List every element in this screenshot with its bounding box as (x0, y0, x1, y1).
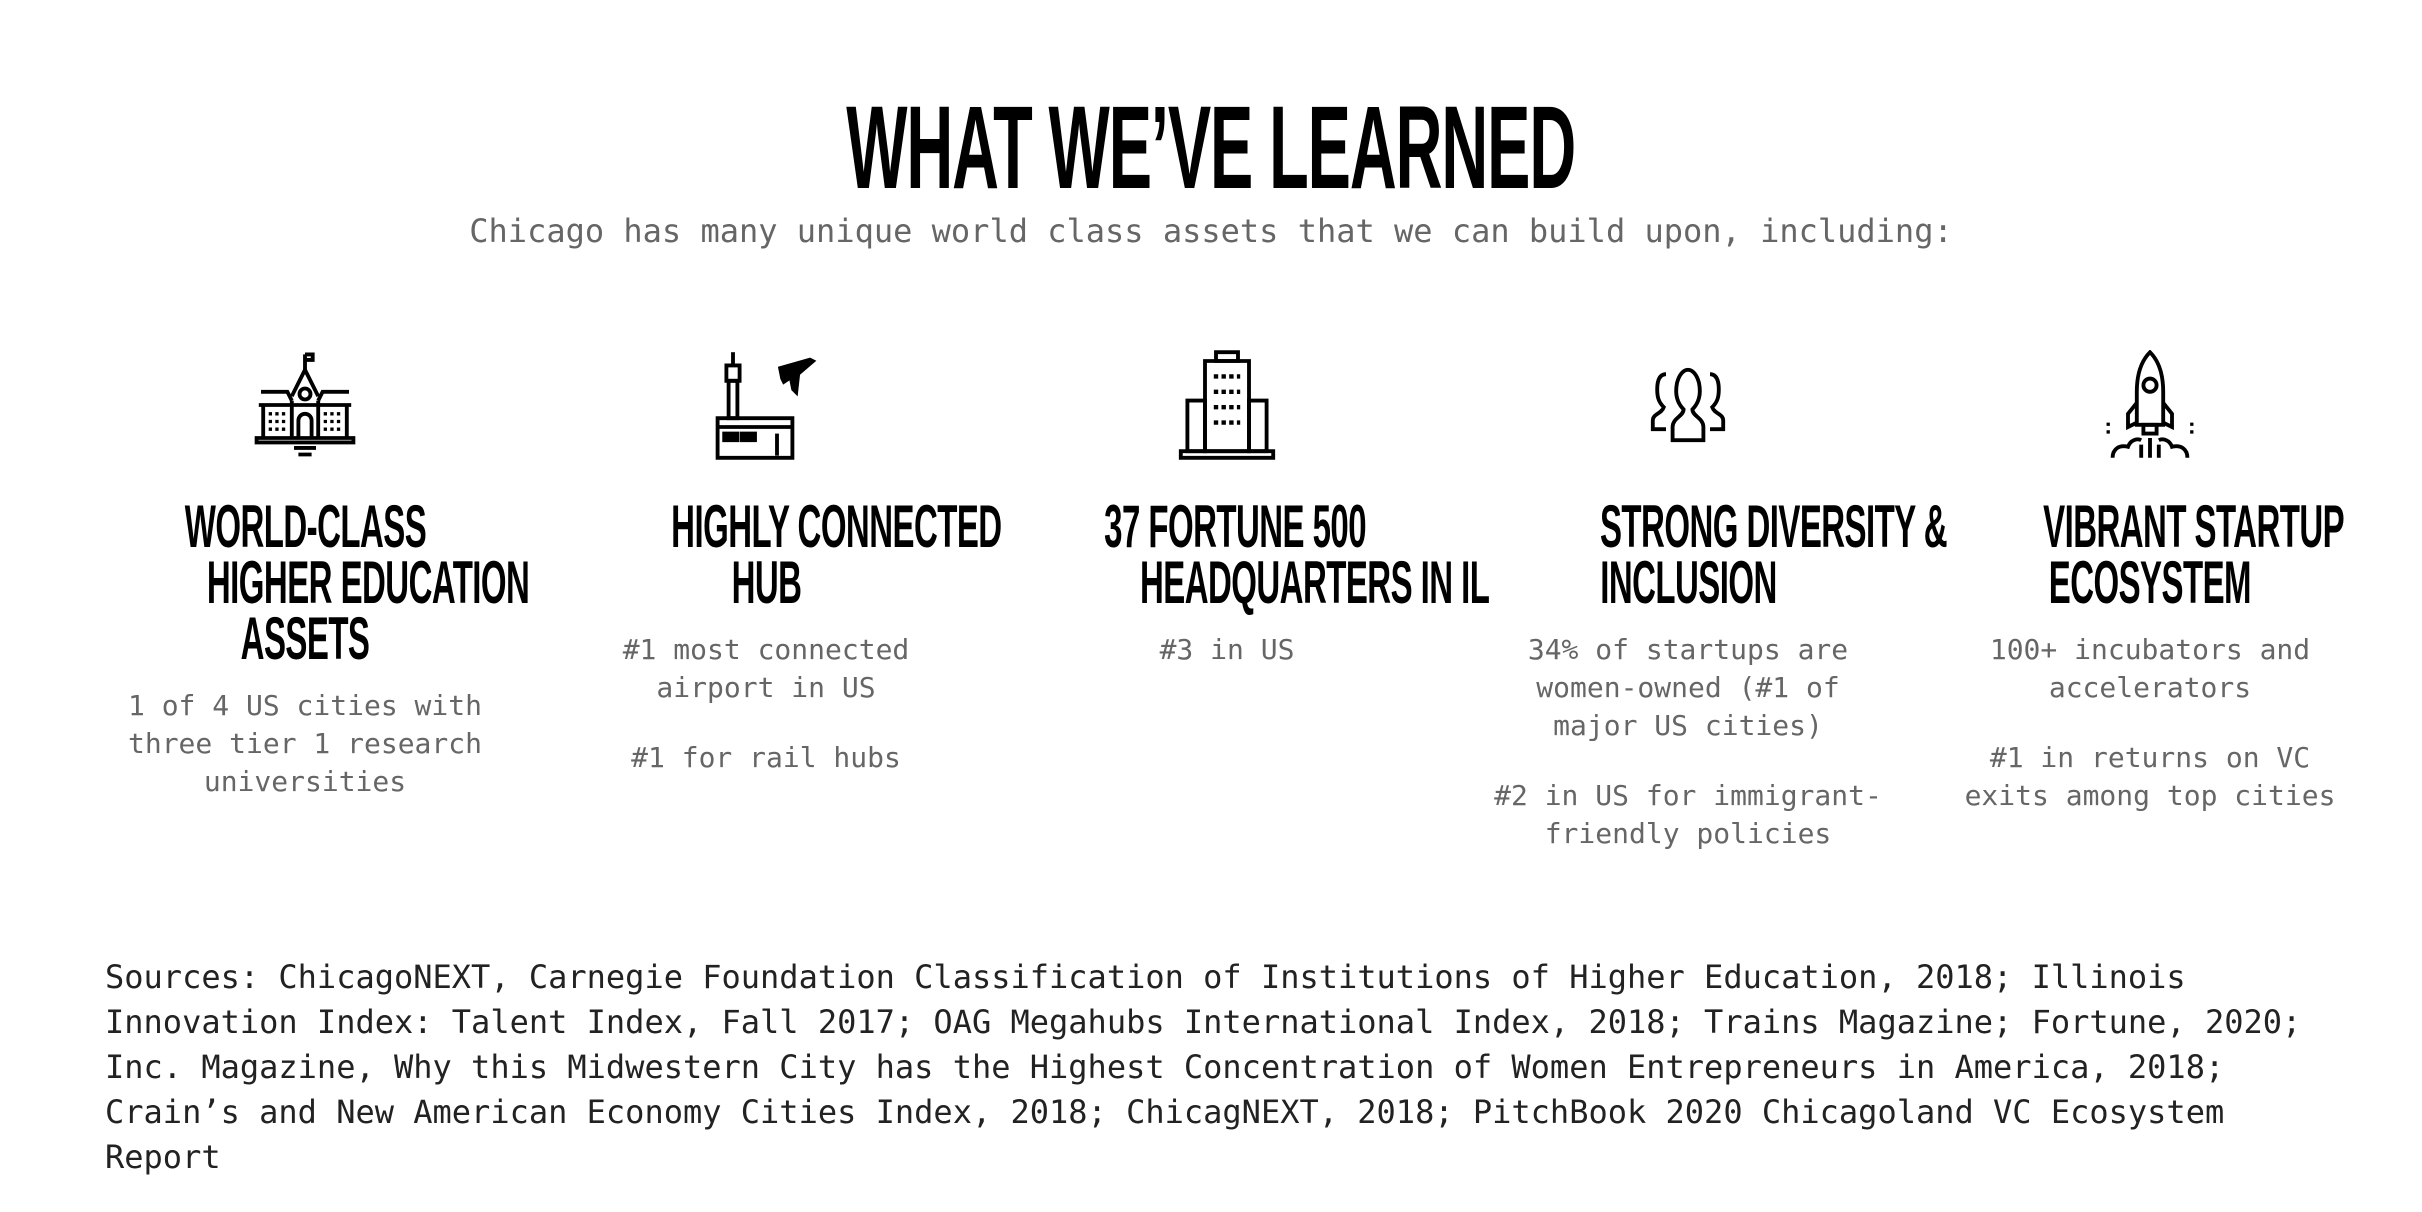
asset-fact (536, 631, 996, 707)
sources-line: Innovation Index: Talent Index, Fall 2017; OAG Megahubs International Index, 2018; Trains Magazine; Fortune, 2020; (105, 1003, 2302, 1041)
asset-fact (997, 631, 1457, 669)
asset-heading-line: VIBRANT STARTUP (2043, 493, 2345, 560)
asset-fact-line: 100+ incubators and (1989, 633, 2311, 666)
asset-fact-line: accelerators (2048, 671, 2252, 704)
asset-fact-line: three tier 1 research (127, 727, 482, 760)
asset-fact-line: #2 in US for immigrant- (1494, 779, 1882, 812)
sources-line: Crain’s and New American Economy Cities Index, 2018; ChicagNEXT, 2018; PitchBook 2020 Chicagoland VC Ecosystem (105, 1093, 2225, 1131)
asset-fact-line: #1 in returns on VC (1989, 741, 2311, 774)
asset-fact (1920, 631, 2380, 707)
rocket-launch-icon (1920, 345, 2380, 460)
asset-fact-line: friendly policies (1544, 817, 1832, 850)
airport-icon (536, 345, 996, 460)
sources-line: Inc. Magazine, Why this Midwestern City has the Highest Concentration of Women Entrepreneurs in America, 2018; (105, 1048, 2225, 1086)
page-title (0, 82, 2422, 214)
asset-fact-line: 34% of startups are (1527, 633, 1849, 666)
people-group-icon (1458, 345, 1918, 460)
asset-fact (75, 687, 535, 801)
asset-heading-line: ASSETS (240, 605, 370, 672)
asset-column (75, 345, 535, 801)
university-icon (75, 345, 535, 460)
sources-line: Sources: ChicagoNEXT, Carnegie Foundation Classification of Institutions of Higher Education, 2018; Illinois (105, 958, 2186, 996)
asset-heading (536, 493, 1002, 616)
asset-fact (1458, 777, 1918, 853)
asset-heading (997, 493, 1490, 616)
asset-heading-line: STRONG DIVERSITY & (1599, 493, 1948, 560)
asset-heading-line: HEADQUARTERS IN IL (1139, 549, 1490, 616)
asset-fact (1920, 739, 2380, 815)
office-building-icon (997, 345, 1457, 460)
asset-heading-line: INCLUSION (1599, 549, 1777, 616)
asset-fact-line: women-owned (#1 of (1536, 671, 1840, 704)
asset-fact-line: #1 most connected (622, 633, 910, 666)
asset-fact (1458, 631, 1918, 745)
page-title-text: WHAT WE’VE LEARNED (846, 82, 1576, 214)
sources-note (105, 955, 2301, 1180)
asset-column (1920, 345, 2380, 815)
asset-description (997, 631, 1457, 669)
asset-column (1458, 345, 1948, 853)
asset-column (997, 345, 1490, 669)
asset-fact-line: exits among top cities (1964, 779, 2336, 812)
asset-description (1458, 631, 1918, 853)
asset-heading-line: HIGHER EDUCATION (206, 549, 530, 616)
asset-heading (75, 493, 535, 672)
asset-fact-line: airport in US (656, 671, 876, 704)
asset-heading-line: ECOSYSTEM (2048, 549, 2252, 616)
page-subtitle: Chicago has many unique world class assets that we can build upon, including: (469, 212, 1953, 250)
asset-fact-line: 1 of 4 US cities with (127, 689, 482, 722)
asset-description (75, 687, 535, 801)
asset-heading (1458, 493, 1948, 616)
asset-fact-line: universities (203, 765, 407, 798)
asset-fact-line: major US cities) (1553, 709, 1823, 742)
asset-description (1920, 631, 2380, 815)
asset-fact (536, 739, 996, 777)
asset-heading-line: WORLD-CLASS (184, 493, 426, 560)
asset-heading-line: HIGHLY CONNECTED (671, 493, 1002, 560)
asset-description (536, 631, 996, 777)
asset-fact-line: #3 in US (1159, 633, 1295, 666)
asset-heading-line: HUB (731, 549, 801, 616)
asset-heading-line: 37 FORTUNE 500 (1104, 493, 1367, 560)
asset-fact-line: #1 for rail hubs (631, 741, 901, 774)
asset-heading (1920, 493, 2380, 616)
sources-line: Report (105, 1138, 221, 1176)
asset-column (536, 345, 1002, 777)
